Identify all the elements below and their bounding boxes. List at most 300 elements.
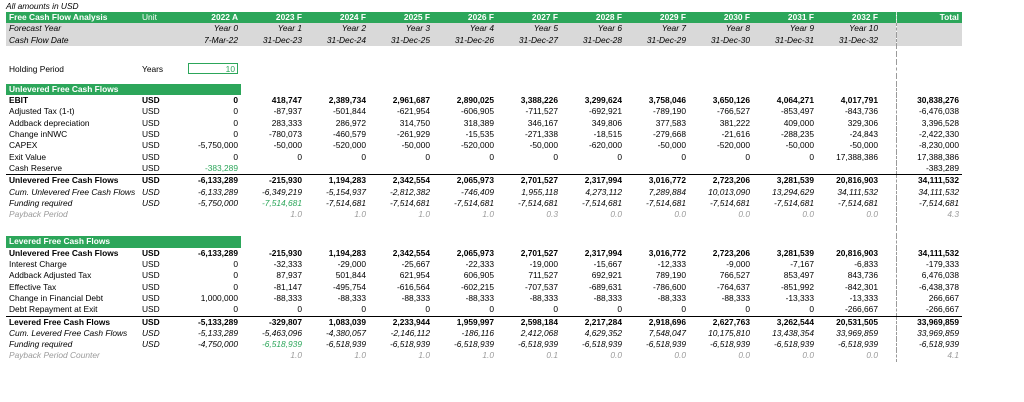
value-cell[interactable]: -271,338	[524, 129, 558, 140]
value-cell[interactable]	[689, 163, 753, 175]
value-cell[interactable]: 3,281,539	[776, 247, 814, 258]
value-cell[interactable]: -707,537	[524, 281, 558, 292]
value-cell[interactable]: -32,333	[273, 259, 302, 270]
total-cell[interactable]: 34,111,532	[896, 175, 962, 187]
value-cell[interactable]: 2,317,994	[584, 247, 622, 258]
total-cell[interactable]: -6,518,939	[896, 339, 962, 350]
row-unit[interactable]: USD	[142, 304, 160, 315]
value-cell[interactable]: -15,535	[465, 129, 494, 140]
value-cell[interactable]: 3,281,539	[753, 175, 817, 187]
value-cell[interactable]: -88,333	[337, 292, 366, 303]
value-cell[interactable]: 1.0	[482, 350, 494, 361]
row-label[interactable]: Effective Tax	[9, 281, 57, 292]
value-cell[interactable]: -186,116	[461, 327, 494, 338]
value-cell[interactable]: -851,992	[780, 281, 814, 292]
value-cell[interactable]: -766,527	[716, 106, 750, 117]
value-cell[interactable]: -520,000	[332, 140, 366, 151]
value-cell[interactable]: 501,844	[335, 270, 366, 281]
total-cell[interactable]: 4.3	[896, 209, 962, 220]
row-unit[interactable]: USD	[142, 140, 160, 151]
row-label[interactable]: Addback Adjusted Tax	[9, 270, 92, 281]
value-cell[interactable]: -6,518,939	[709, 339, 750, 350]
value-cell[interactable]: 4,017,791	[840, 95, 878, 106]
row-unit[interactable]: USD	[142, 117, 160, 128]
value-cell[interactable]: 2,701,527	[520, 247, 558, 258]
value-cell[interactable]: -6,518,939	[261, 339, 302, 350]
value-cell[interactable]: 2,412,068	[520, 327, 558, 338]
value-cell[interactable]: 2,065,973	[433, 175, 497, 187]
value-cell[interactable]: -2,146,112	[390, 327, 430, 338]
value-cell[interactable]	[183, 209, 241, 220]
value-cell[interactable]: -279,668	[652, 129, 686, 140]
value-cell[interactable]: 0	[681, 304, 686, 315]
value-cell[interactable]: 0	[297, 304, 302, 315]
value-cell[interactable]: 3,299,624	[584, 95, 622, 106]
value-cell[interactable]: -88,333	[465, 292, 494, 303]
row-unit[interactable]: USD	[142, 292, 160, 303]
value-cell[interactable]: 0	[553, 304, 558, 315]
value-cell[interactable]: -6,518,939	[837, 339, 878, 350]
value-cell[interactable]: 10,175,810	[708, 327, 750, 338]
value-cell[interactable]: 0	[809, 151, 814, 162]
value-cell[interactable]: 20,816,903	[836, 247, 878, 258]
value-cell[interactable]	[753, 163, 817, 175]
total-cell[interactable]: -8,230,000	[896, 140, 962, 151]
value-cell[interactable]: 766,527	[719, 270, 750, 281]
row-unit[interactable]: USD	[142, 327, 160, 338]
value-cell[interactable]: -81,147	[273, 281, 302, 292]
value-cell[interactable]: 1.0	[354, 209, 366, 220]
value-cell[interactable]: -5,133,289	[183, 316, 241, 328]
value-cell[interactable]: 789,190	[655, 270, 686, 281]
value-cell[interactable]: 621,954	[399, 270, 430, 281]
value-cell[interactable]: -5,133,289	[197, 327, 238, 338]
value-cell[interactable]: 329,306	[847, 117, 878, 128]
value-cell[interactable]: -789,190	[652, 106, 686, 117]
value-cell[interactable]: 4,064,271	[776, 95, 814, 106]
value-cell[interactable]: 1,959,997	[433, 316, 497, 328]
row-unit[interactable]: USD	[142, 270, 160, 281]
value-cell[interactable]: -7,514,681	[773, 197, 814, 208]
value-cell[interactable]: -7,514,681	[389, 197, 430, 208]
value-cell[interactable]: 13,438,354	[772, 327, 814, 338]
value-cell[interactable]: 843,736	[847, 270, 878, 281]
value-cell[interactable]: 418,747	[271, 95, 302, 106]
value-cell[interactable]: 2,918,696	[625, 316, 689, 328]
value-cell[interactable]: -711,527	[525, 106, 558, 117]
total-cell[interactable]: -266,667	[896, 304, 962, 316]
row-unit[interactable]: USD	[142, 247, 160, 258]
value-cell[interactable]	[183, 350, 241, 361]
value-cell[interactable]: 1.0	[482, 209, 494, 220]
value-cell[interactable]: -7,514,681	[837, 197, 878, 208]
value-cell[interactable]: -7,514,681	[709, 197, 750, 208]
value-cell[interactable]: 1.0	[354, 350, 366, 361]
value-cell[interactable]: -520,000	[460, 140, 494, 151]
value-cell[interactable]: -87,937	[273, 106, 302, 117]
value-cell[interactable]: 853,497	[783, 270, 814, 281]
value-cell[interactable]: 314,750	[399, 117, 430, 128]
value-cell[interactable]: 0	[489, 304, 494, 315]
value-cell[interactable]: 20,816,903	[817, 175, 881, 187]
row-label[interactable]: Change inNWC	[9, 129, 68, 140]
empty-cell	[561, 220, 625, 228]
value-cell[interactable]: -261,929	[396, 129, 430, 140]
value-cell[interactable]: -21,616	[721, 129, 750, 140]
value-cell[interactable]: -13,333	[785, 292, 814, 303]
value-cell[interactable]: 4,629,352	[584, 327, 622, 338]
value-cell[interactable]: 0.0	[802, 209, 814, 220]
value-cell[interactable]: 409,000	[783, 117, 814, 128]
value-cell[interactable]: 0	[681, 151, 686, 162]
empty-cell	[369, 84, 433, 95]
value-cell[interactable]: 0.0	[674, 209, 686, 220]
value-cell[interactable]: 2,961,687	[392, 95, 430, 106]
value-cell[interactable]: 0	[233, 259, 238, 270]
value-cell[interactable]: -50,000	[401, 140, 430, 151]
value-cell[interactable]: 3,016,772	[625, 175, 689, 187]
value-cell[interactable]: -6,518,939	[453, 339, 494, 350]
value-cell[interactable]: 381,222	[719, 117, 750, 128]
value-cell[interactable]: -6,349,219	[261, 186, 302, 197]
value-cell[interactable]: 1.0	[290, 350, 302, 361]
row-unit[interactable]: USD	[142, 197, 160, 208]
total-cell[interactable]: 3,396,528	[896, 118, 962, 129]
value-cell[interactable]: 0.0	[738, 350, 750, 361]
value-cell[interactable]: 0.0	[610, 350, 622, 361]
row-unit[interactable]: USD	[139, 175, 183, 187]
value-cell[interactable]: -5,750,000	[197, 140, 238, 151]
value-cell[interactable]: 4,273,112	[585, 186, 622, 197]
row-unit[interactable]: USD	[142, 339, 160, 350]
value-cell[interactable]: 20,531,505	[817, 316, 881, 328]
value-cell[interactable]: 87,937	[276, 270, 302, 281]
value-cell[interactable]: -764,637	[716, 281, 750, 292]
value-cell[interactable]: 349,806	[591, 117, 622, 128]
total-cell[interactable]: -6,476,038	[896, 106, 962, 117]
value-cell[interactable]: 7,289,884	[648, 186, 686, 197]
value-cell[interactable]: 3,388,226	[520, 95, 558, 106]
value-cell[interactable]: -24,843	[849, 129, 878, 140]
value-cell[interactable]: -88,333	[529, 292, 558, 303]
value-cell[interactable]: -29,000	[337, 259, 366, 270]
value-cell[interactable]: -842,301	[844, 281, 878, 292]
row-label[interactable]: Cash Reserve	[9, 162, 63, 173]
row-label[interactable]: Payback Period	[9, 209, 68, 220]
value-cell[interactable]: -12,333	[657, 259, 686, 270]
value-cell[interactable]: -288,235	[780, 129, 814, 140]
value-cell[interactable]: -88,333	[401, 292, 430, 303]
value-cell[interactable]: -7,514,681	[517, 197, 558, 208]
value-cell[interactable]: 2,598,184	[497, 316, 561, 328]
row-unit[interactable]: USD	[142, 186, 160, 197]
value-cell[interactable]: 3,016,772	[648, 247, 686, 258]
value-cell[interactable]: -13,333	[849, 292, 878, 303]
value-cell[interactable]: -5,463,096	[261, 327, 302, 338]
value-cell[interactable]: -19,000	[529, 259, 558, 270]
value-cell[interactable]: 0	[425, 304, 430, 315]
value-cell[interactable]: -7,514,681	[325, 197, 366, 208]
value-cell[interactable]: 2,317,994	[561, 175, 625, 187]
value-cell[interactable]: -50,000	[657, 140, 686, 151]
value-cell[interactable]: -6,518,939	[517, 339, 558, 350]
value-cell[interactable]: -25,667	[401, 259, 430, 270]
row-label[interactable]: CAPEX	[9, 140, 38, 151]
value-cell[interactable]: 1,000,000	[200, 292, 238, 303]
value-cell[interactable]: 1.0	[290, 209, 302, 220]
value-cell[interactable]: -50,000	[273, 140, 302, 151]
value-cell[interactable]: 1,083,039	[305, 316, 369, 328]
value-cell[interactable]: -266,667	[844, 304, 878, 315]
value-cell[interactable]: 0	[233, 270, 238, 281]
value-cell[interactable]: 2,342,554	[392, 247, 430, 258]
value-cell[interactable]	[305, 163, 369, 175]
value-cell[interactable]: 0	[745, 304, 750, 315]
empty-cell	[497, 62, 561, 76]
value-cell[interactable]: 0	[361, 304, 366, 315]
value-cell[interactable]: -215,930	[241, 175, 305, 187]
total-cell[interactable]: 34,111,532	[896, 187, 962, 198]
value-cell[interactable]: 2,723,206	[689, 175, 753, 187]
value-cell[interactable]: 17,388,386	[836, 151, 878, 162]
row-unit[interactable]: USD	[142, 106, 160, 117]
value-cell[interactable]: -88,333	[721, 292, 750, 303]
row-unit[interactable]: USD	[142, 151, 160, 162]
value-cell[interactable]: 1,955,118	[521, 186, 558, 197]
value-cell[interactable]: -50,000	[785, 140, 814, 151]
value-cell[interactable]: -6,133,289	[183, 175, 241, 187]
value-cell[interactable]: -50,000	[849, 140, 878, 151]
value-cell[interactable]: 0	[233, 106, 238, 117]
value-cell[interactable]: 0	[233, 151, 238, 162]
value-cell[interactable]: 2,217,284	[561, 316, 625, 328]
row-label[interactable]: Cum. Unlevered Free Cash Flows	[9, 186, 136, 197]
total-cell[interactable]: 266,667	[896, 293, 962, 304]
row-unit[interactable]: USD	[142, 259, 160, 270]
value-cell[interactable]: 0	[233, 281, 238, 292]
value-cell[interactable]: -5,750,000	[197, 197, 238, 208]
row-unit[interactable]	[139, 209, 183, 220]
value-cell[interactable]: -620,000	[588, 140, 622, 151]
row-label[interactable]: Exit Value	[9, 151, 47, 162]
value-cell[interactable]: 1.0	[418, 350, 430, 361]
value-cell[interactable]: -88,333	[273, 292, 302, 303]
value-cell[interactable]: -9,000	[726, 259, 750, 270]
value-cell[interactable]: -501,844	[332, 106, 366, 117]
value-cell[interactable]	[561, 163, 625, 175]
value-cell[interactable]: 0	[553, 151, 558, 162]
row-label[interactable]: Unlevered Free Cash Flows	[9, 247, 119, 258]
value-cell[interactable]: -6,133,289	[197, 186, 238, 197]
row-label[interactable]: Funding required	[9, 197, 73, 208]
total-cell[interactable]: -2,422,330	[896, 129, 962, 140]
value-cell[interactable]: 0	[297, 151, 302, 162]
value-cell[interactable]: -6,518,939	[645, 339, 686, 350]
value-cell[interactable]: 377,583	[655, 117, 686, 128]
value-cell[interactable]: -853,497	[780, 106, 814, 117]
total-cell[interactable]: 30,838,276	[896, 95, 962, 106]
value-cell[interactable]: -6,833	[854, 259, 878, 270]
value-cell[interactable]: -786,600	[652, 281, 686, 292]
total-cell[interactable]: -179,333	[896, 259, 962, 270]
holding-period-input[interactable]: 10	[188, 63, 238, 74]
value-cell[interactable]: 0	[233, 95, 238, 106]
value-cell[interactable]: 2,723,206	[712, 247, 750, 258]
value-cell[interactable]: -621,954	[396, 106, 430, 117]
total-cell[interactable]: 34,111,532	[896, 248, 962, 259]
value-cell[interactable]: 0	[617, 151, 622, 162]
value-cell[interactable]: 0	[233, 117, 238, 128]
value-cell[interactable]: -6,133,289	[197, 247, 238, 258]
value-cell[interactable]: 3,758,046	[648, 95, 686, 106]
value-cell[interactable]: 606,905	[463, 270, 494, 281]
value-cell[interactable]: 2,389,734	[328, 95, 366, 106]
total-cell[interactable]: 4.1	[896, 350, 962, 361]
value-cell[interactable]: 0	[745, 151, 750, 162]
row-unit[interactable]: USD	[139, 316, 183, 328]
value-cell[interactable]: -746,409	[460, 186, 494, 197]
value-cell[interactable]: 2,233,944	[369, 316, 433, 328]
value-cell[interactable]: 0.0	[866, 350, 878, 361]
value-cell[interactable]: -15,667	[593, 259, 622, 270]
value-cell[interactable]: 2,342,554	[369, 175, 433, 187]
value-cell[interactable]: -606,905	[460, 106, 494, 117]
value-cell[interactable]	[369, 163, 433, 175]
value-cell[interactable]: 0	[489, 151, 494, 162]
value-cell[interactable]: 0.0	[802, 350, 814, 361]
value-cell[interactable]: -6,518,939	[581, 339, 622, 350]
total-cell[interactable]: 33,969,859	[896, 316, 962, 328]
row-label[interactable]: Addback depreciation	[9, 117, 90, 128]
value-cell[interactable]: -88,333	[593, 292, 622, 303]
value-cell[interactable]: -602,215	[460, 281, 494, 292]
value-cell[interactable]	[817, 163, 881, 175]
value-cell[interactable]: -7,514,681	[581, 197, 622, 208]
row-label[interactable]: Unlevered Free Cash Flows	[6, 175, 139, 187]
value-cell[interactable]: -495,754	[332, 281, 366, 292]
value-cell[interactable]: 0	[233, 304, 238, 315]
total-cell[interactable]: -7,514,681	[896, 198, 962, 209]
value-cell[interactable]	[433, 163, 497, 175]
value-cell[interactable]: -460,579	[332, 129, 366, 140]
value-cell[interactable]: -50,000	[529, 140, 558, 151]
value-cell[interactable]: 711,527	[528, 270, 558, 281]
value-cell[interactable]: -5,154,937	[325, 186, 366, 197]
value-cell[interactable]: -329,807	[241, 316, 305, 328]
period-cell: Year 6	[561, 23, 625, 34]
row-unit[interactable]	[139, 350, 183, 361]
value-cell[interactable]: -4,380,057	[325, 327, 366, 338]
value-cell[interactable]: 0	[809, 304, 814, 315]
value-cell[interactable]	[625, 163, 689, 175]
total-cell[interactable]: 17,388,386	[896, 152, 962, 163]
value-cell[interactable]: 0.1	[546, 350, 558, 361]
value-cell[interactable]: -7,514,681	[261, 197, 302, 208]
row-label[interactable]: Debt Repayment at Exit	[9, 304, 98, 315]
total-cell[interactable]: -6,438,378	[896, 282, 962, 293]
row-label[interactable]: Cum. Levered Free Cash Flows	[9, 327, 128, 338]
value-cell[interactable]: 0.0	[866, 209, 878, 220]
row-unit[interactable]: USD	[142, 281, 160, 292]
value-cell[interactable]: 346,167	[527, 117, 558, 128]
row-label[interactable]: Funding required	[9, 339, 73, 350]
value-cell[interactable]: 1,194,283	[328, 247, 366, 258]
value-cell[interactable]: -18,515	[593, 129, 622, 140]
value-cell[interactable]: 286,972	[335, 117, 366, 128]
value-cell[interactable]: -520,000	[716, 140, 750, 151]
empty-cell	[896, 228, 962, 236]
row-label[interactable]: Adjusted Tax (1-t)	[9, 106, 75, 117]
total-cell[interactable]: 6,476,038	[896, 270, 962, 281]
value-cell[interactable]: 3,262,544	[753, 316, 817, 328]
value-cell[interactable]: 1.0	[418, 209, 430, 220]
total-cell[interactable]: 33,969,859	[896, 328, 962, 339]
value-cell[interactable]: -4,750,000	[197, 339, 238, 350]
value-cell[interactable]: 0	[425, 151, 430, 162]
value-cell[interactable]: -780,073	[268, 129, 302, 140]
value-cell[interactable]: -616,564	[396, 281, 430, 292]
value-cell[interactable]: 0	[233, 129, 238, 140]
value-cell[interactable]: 7,548,047	[648, 327, 686, 338]
value-cell[interactable]: 1,194,283	[305, 175, 369, 187]
value-cell[interactable]: 33,969,859	[836, 327, 878, 338]
total-cell[interactable]: -383,289	[896, 163, 962, 175]
value-cell[interactable]: 283,333	[271, 117, 302, 128]
value-cell[interactable]: 0	[361, 151, 366, 162]
value-cell[interactable]: 0.0	[738, 209, 750, 220]
value-cell[interactable]: -843,736	[844, 106, 878, 117]
value-cell[interactable]: -6,518,939	[389, 339, 430, 350]
value-cell[interactable]: -7,514,681	[453, 197, 494, 208]
value-cell[interactable]: 692,921	[591, 270, 622, 281]
value-cell[interactable]: -7,167	[790, 259, 814, 270]
value-cell[interactable]: -689,631	[588, 281, 622, 292]
row-unit[interactable]: USD	[142, 162, 160, 173]
value-cell[interactable]: -22,333	[465, 259, 494, 270]
value-cell[interactable]: 318,389	[463, 117, 494, 128]
row-unit[interactable]: USD	[142, 129, 160, 140]
value-cell[interactable]: -6,518,939	[325, 339, 366, 350]
value-cell[interactable]: 2,627,763	[689, 316, 753, 328]
value-cell[interactable]: 0	[617, 304, 622, 315]
value-cell[interactable]: 13,294,629	[772, 186, 814, 197]
value-cell[interactable]: 34,111,532	[837, 186, 878, 197]
value-cell[interactable]: 0.0	[610, 209, 622, 220]
row-label[interactable]: EBIT	[9, 95, 29, 106]
row-label[interactable]: Payback Period Counter	[9, 350, 100, 361]
value-cell[interactable]: -6,518,939	[773, 339, 814, 350]
value-cell[interactable]: -383,289	[204, 162, 238, 173]
value-cell[interactable]: 0.0	[674, 350, 686, 361]
row-unit[interactable]: USD	[142, 95, 160, 106]
value-cell[interactable]: 2,701,527	[497, 175, 561, 187]
value-cell[interactable]: -215,930	[268, 247, 302, 258]
value-cell[interactable]	[241, 163, 305, 175]
row-label[interactable]: Levered Free Cash Flows	[6, 316, 139, 328]
value-cell[interactable]: 2,890,025	[456, 95, 494, 106]
value-cell[interactable]: -88,333	[657, 292, 686, 303]
value-cell[interactable]: 2,065,973	[456, 247, 494, 258]
value-cell[interactable]: 3,650,126	[712, 95, 750, 106]
value-cell[interactable]	[497, 163, 561, 175]
value-cell[interactable]: 0.3	[546, 209, 558, 220]
value-cell[interactable]: -692,921	[588, 106, 622, 117]
row-label[interactable]: Change in Financial Debt	[9, 292, 104, 303]
value-cell[interactable]: -7,514,681	[645, 197, 686, 208]
value-cell[interactable]: 10,013,090	[708, 186, 750, 197]
row-label[interactable]: Interest Charge	[9, 259, 67, 270]
value-cell[interactable]: -2,812,382	[389, 186, 430, 197]
